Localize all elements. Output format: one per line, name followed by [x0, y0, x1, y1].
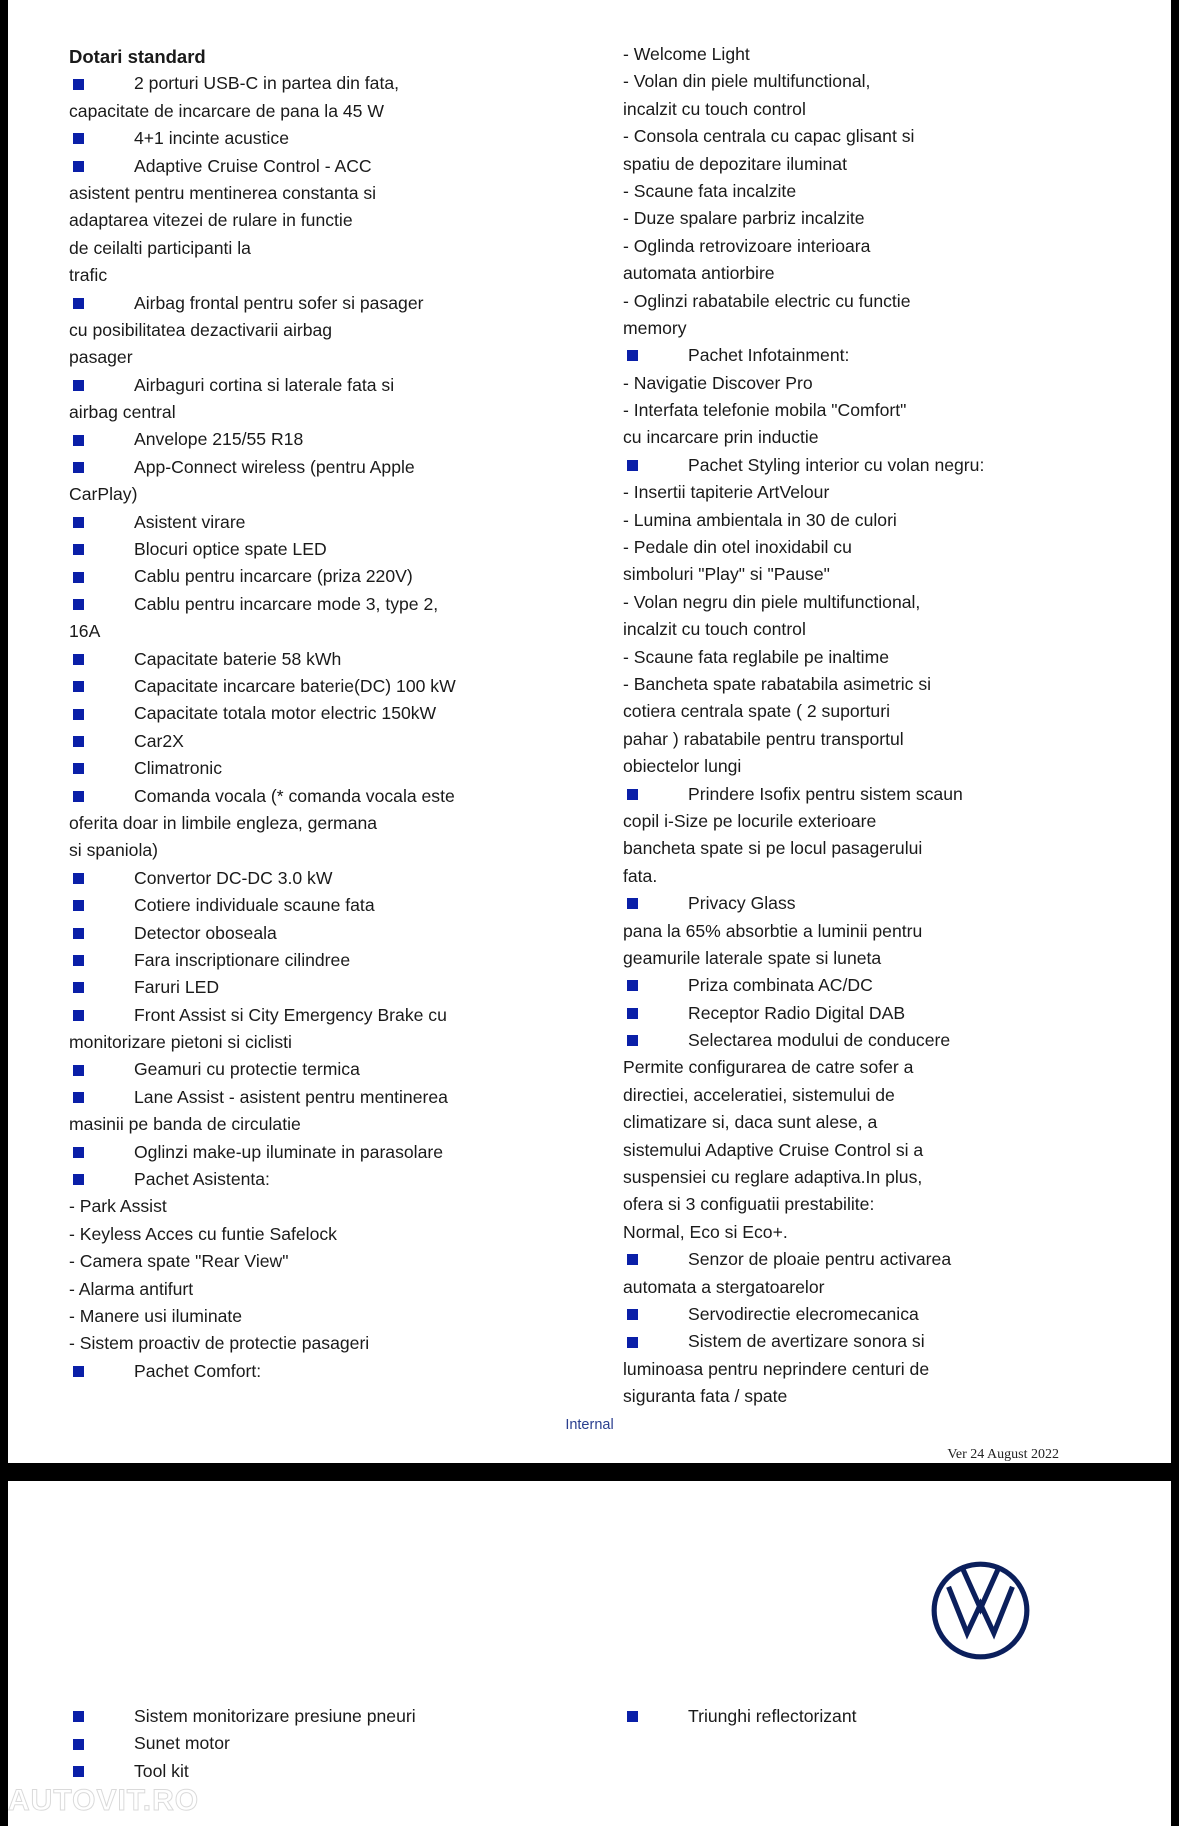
line-text: Car2X: [134, 730, 184, 751]
square-bullet-icon: [73, 681, 84, 692]
line-text: copil i-Size pe locurile exterioare: [623, 810, 877, 831]
line-text: Oglinzi make-up iluminate in parasolare: [134, 1141, 444, 1162]
text-line: [623, 534, 1143, 561]
line-text: Capacitate incarcare baterie(DC) 100 kW: [134, 675, 456, 696]
line-text: Prindere Isofix pentru sistem scaun: [688, 783, 963, 804]
line-text: Asistent virare: [134, 511, 246, 532]
bullet-item: [69, 892, 609, 919]
square-bullet-icon: [73, 791, 84, 802]
version-label: Ver 24 August 2022: [947, 1447, 1059, 1462]
line-text: automata a stergatoarelor: [623, 1276, 825, 1297]
bullet-item: [69, 70, 609, 97]
text-line: [69, 618, 609, 645]
square-bullet-icon: [627, 789, 638, 800]
bullet-item: [623, 1703, 857, 1730]
text-line: [623, 726, 1143, 753]
line-text: spatiu de depozitare iluminat: [623, 153, 847, 174]
text-line: [623, 260, 1143, 287]
text-line: [69, 837, 609, 864]
line-text: asistent pentru mentinerea constanta si: [69, 182, 377, 203]
line-text: - Oglinda retrovizoare interioara: [623, 235, 871, 256]
text-line: [623, 424, 1143, 451]
line-text: incalzit cu touch control: [623, 98, 806, 119]
text-line: [69, 235, 609, 262]
line-text: - Welcome Light: [623, 44, 750, 64]
line-text: - Scaune fata incalzite: [623, 180, 797, 201]
bullet-item: [69, 1139, 609, 1166]
line-text: - Volan din piele multifunctional,: [623, 71, 871, 92]
square-bullet-icon: [73, 654, 84, 665]
line-text: - Oglinzi rabatabile electric cu functie: [623, 290, 911, 311]
line-text: - Navigatie Discover Pro: [623, 372, 813, 393]
square-bullet-icon: [73, 763, 84, 774]
line-text: Pachet Asistenta:: [134, 1169, 270, 1190]
line-text: - Park Assist: [69, 1196, 167, 1217]
bullet-item: [623, 781, 1143, 808]
text-line: [69, 98, 609, 125]
bullet-item: [69, 426, 609, 453]
text-line: [69, 317, 609, 344]
bullet-item: [623, 1027, 1143, 1054]
square-bullet-icon: [73, 79, 84, 90]
square-bullet-icon: [73, 736, 84, 747]
text-line: [69, 1111, 609, 1138]
text-line: [623, 1383, 1143, 1410]
bullet-item: [69, 974, 609, 1001]
text-line: [69, 481, 609, 508]
line-text: pana la 65% absorbtie a luminii pentru: [623, 920, 923, 941]
line-text: Pachet Comfort:: [134, 1360, 262, 1381]
line-text: Sunet motor: [134, 1733, 230, 1754]
line-text: Lane Assist - asistent pentru mentinerea: [134, 1086, 448, 1107]
text-line: [623, 1054, 1143, 1081]
line-text: Blocuri optice spate LED: [134, 539, 327, 560]
line-text: Priza combinata AC/DC: [688, 975, 873, 996]
text-line: [623, 41, 1143, 68]
square-bullet-icon: [73, 1092, 84, 1103]
bullet-item: [69, 1166, 609, 1193]
text-line: [623, 1191, 1143, 1218]
line-text: - Keyless Acces cu funtie Safelock: [69, 1223, 337, 1244]
line-text: cu incarcare prin inductie: [623, 427, 819, 448]
page2-left-list: [69, 1703, 416, 1785]
bullet-item: [69, 153, 609, 180]
text-line: [623, 945, 1143, 972]
text-line: [69, 1221, 609, 1248]
bullet-item: [623, 342, 1143, 369]
text-line: [623, 671, 1143, 698]
bullet-item: [69, 509, 609, 536]
bullet-item: [69, 1358, 609, 1385]
text-line: [623, 507, 1143, 534]
square-bullet-icon: [73, 572, 84, 583]
line-text: Adaptive Cruise Control - ACC: [134, 155, 372, 176]
line-text: trafic: [69, 265, 108, 286]
text-line: [623, 205, 1143, 232]
document-page-1: [8, 0, 1171, 1463]
line-text: Airbaguri cortina si laterale fata si: [134, 374, 395, 395]
text-line: [623, 1274, 1143, 1301]
text-line: [623, 1082, 1143, 1109]
line-text: geamurile laterale spate si luneta: [623, 947, 882, 968]
line-text: automata antiorbire: [623, 263, 775, 284]
text-line: [69, 207, 609, 234]
left-feature-list: [69, 70, 609, 1385]
text-line: [623, 151, 1143, 178]
line-text: oferita doar in limbile engleza, germana: [69, 812, 378, 833]
bullet-item: [623, 1301, 1143, 1328]
text-line: [623, 397, 1143, 424]
bullet-item: [69, 1056, 609, 1083]
text-line: [69, 344, 609, 371]
square-bullet-icon: [627, 460, 638, 471]
text-line: [69, 810, 609, 837]
line-text: Cotiere individuale scaune fata: [134, 895, 375, 916]
line-text: pahar ) rabatabile pentru transportul: [623, 728, 904, 749]
bullet-item: [623, 452, 1143, 479]
square-bullet-icon: [73, 161, 84, 172]
line-text: luminoasa pentru neprindere centuri de: [623, 1358, 930, 1379]
text-line: [623, 863, 1143, 890]
square-bullet-icon: [73, 709, 84, 720]
line-text: incalzit cu touch control: [623, 619, 806, 640]
text-line: [623, 589, 1143, 616]
line-text: obiectelor lungi: [623, 756, 742, 777]
bullet-item: [69, 1730, 416, 1757]
text-line: [69, 180, 609, 207]
text-line: [69, 1303, 609, 1330]
line-text: Faruri LED: [134, 977, 220, 998]
text-line: [623, 616, 1143, 643]
line-text: Airbag frontal pentru sofer si pasager: [134, 292, 424, 313]
text-line: [623, 370, 1143, 397]
line-text: - Manere usi iluminate: [69, 1305, 243, 1326]
bullet-item: [69, 563, 609, 590]
square-bullet-icon: [73, 982, 84, 993]
line-text: - Sistem proactiv de protectie pasageri: [69, 1333, 370, 1354]
line-text: sistemului Adaptive Cruise Control si a: [623, 1139, 924, 1160]
line-text: - Consola centrala cu capac glisant si: [623, 126, 915, 147]
line-text: Receptor Radio Digital DAB: [688, 1002, 906, 1023]
line-text: Fara inscriptionare cilindree: [134, 949, 351, 970]
square-bullet-icon: [73, 928, 84, 939]
square-bullet-icon: [73, 1739, 84, 1750]
line-text: - Pedale din otel inoxidabil cu: [623, 537, 852, 558]
line-text: Sistem monitorizare presiune pneuri: [134, 1706, 416, 1726]
text-line: [69, 399, 609, 426]
bullet-item: [69, 1758, 416, 1785]
line-text: Climatronic: [134, 758, 222, 779]
bullet-item: [69, 700, 609, 727]
line-text: climatizare si, daca sunt alese, a: [623, 1112, 878, 1133]
line-text: Triunghi reflectorizant: [688, 1706, 857, 1726]
line-text: - Camera spate "Rear View": [69, 1251, 289, 1272]
line-text: - Interfata telefonie mobila "Comfort": [623, 400, 907, 421]
text-line: [623, 479, 1143, 506]
line-text: 2 porturi USB-C in partea din fata,: [134, 73, 400, 94]
text-line: [69, 1193, 609, 1220]
line-text: de ceilalti participanti la: [69, 237, 251, 258]
bullet-item: [69, 372, 609, 399]
line-text: - Alarma antifurt: [69, 1278, 194, 1299]
square-bullet-icon: [627, 1254, 638, 1265]
text-line: [623, 96, 1143, 123]
text-line: [623, 68, 1143, 95]
line-text: si spaniola): [69, 840, 158, 861]
square-bullet-icon: [73, 1766, 84, 1777]
bullet-item: [69, 646, 609, 673]
line-text: siguranta fata / spate: [623, 1386, 788, 1407]
bullet-item: [623, 1000, 1143, 1027]
line-text: pasager: [69, 347, 133, 368]
line-text: Senzor de ploaie pentru activarea: [688, 1249, 952, 1270]
square-bullet-icon: [73, 955, 84, 966]
bullet-item: [623, 890, 1143, 917]
line-text: Convertor DC-DC 3.0 kW: [134, 867, 333, 888]
line-text: simboluri "Play" si "Pause": [623, 564, 830, 585]
text-line: [69, 1248, 609, 1275]
square-bullet-icon: [73, 544, 84, 555]
square-bullet-icon: [627, 1337, 638, 1348]
line-text: Capacitate baterie 58 kWh: [134, 648, 342, 669]
line-text: Geamuri cu protectie termica: [134, 1059, 360, 1080]
line-text: 4+1 incinte acustice: [134, 128, 290, 149]
square-bullet-icon: [73, 873, 84, 884]
square-bullet-icon: [627, 1008, 638, 1019]
text-line: [69, 1276, 609, 1303]
line-text: memory: [623, 317, 687, 338]
square-bullet-icon: [627, 1035, 638, 1046]
bullet-item: [69, 290, 609, 317]
text-line: [623, 835, 1143, 862]
bullet-item: [69, 755, 609, 782]
line-text: Privacy Glass: [688, 893, 796, 914]
bullet-item: [69, 1703, 416, 1730]
line-text: - Lumina ambientala in 30 de culori: [623, 509, 897, 530]
bullet-item: [69, 454, 609, 481]
text-line: [623, 178, 1143, 205]
square-bullet-icon: [73, 1065, 84, 1076]
left-column: [69, 43, 609, 1385]
line-text: ofera si 3 configuatii prestabilite:: [623, 1194, 875, 1215]
bullet-item: [69, 591, 609, 618]
right-column: [623, 41, 1143, 1411]
line-text: - Duze spalare parbriz incalzite: [623, 208, 865, 229]
bullet-item: [69, 673, 609, 700]
line-text: Pachet Styling interior cu volan negru:: [688, 454, 985, 475]
bullet-item: [623, 1328, 1143, 1355]
square-bullet-icon: [73, 380, 84, 391]
document-page-2: [8, 1481, 1171, 1826]
square-bullet-icon: [73, 462, 84, 473]
square-bullet-icon: [73, 1010, 84, 1021]
square-bullet-icon: [627, 350, 638, 361]
line-text: masinii pe banda de circulatie: [69, 1114, 301, 1135]
line-text: Cablu pentru incarcare (priza 220V): [134, 566, 413, 587]
line-text: - Bancheta spate rabatabila asimetric si: [623, 673, 932, 694]
square-bullet-icon: [73, 599, 84, 610]
text-line: [623, 1219, 1143, 1246]
line-text: Tool kit: [134, 1760, 189, 1781]
line-text: monitorizare pietoni si ciclisti: [69, 1032, 292, 1053]
section-title: Dotari standard: [69, 46, 206, 67]
line-text: bancheta spate si pe locul pasagerului: [623, 838, 923, 859]
text-line: [69, 262, 609, 289]
text-line: [69, 1029, 609, 1056]
internal-label: Internal: [565, 1417, 614, 1433]
vw-logo-icon: [929, 1559, 1032, 1662]
page2-right-list: [623, 1703, 857, 1730]
text-line: [623, 698, 1143, 725]
bullet-item: [69, 865, 609, 892]
line-text: Front Assist si City Emergency Brake cu: [134, 1004, 447, 1025]
text-line: [623, 1137, 1143, 1164]
square-bullet-icon: [627, 1309, 638, 1320]
line-text: Pachet Infotainment:: [688, 345, 850, 366]
text-line: [623, 1164, 1143, 1191]
text-line: [623, 1109, 1143, 1136]
square-bullet-icon: [627, 980, 638, 991]
line-text: Sistem de avertizare sonora si: [688, 1331, 925, 1352]
line-text: cu posibilitatea dezactivarii airbag: [69, 319, 333, 340]
square-bullet-icon: [73, 1366, 84, 1377]
line-text: airbag central: [69, 402, 176, 423]
square-bullet-icon: [73, 1147, 84, 1158]
line-text: Capacitate totala motor electric 150kW: [134, 703, 437, 724]
text-line: [623, 1356, 1143, 1383]
line-text: 16A: [69, 621, 101, 642]
line-text: directiei, acceleratiei, sistemului de: [623, 1084, 895, 1105]
square-bullet-icon: [73, 1174, 84, 1185]
text-line: [623, 644, 1143, 671]
square-bullet-icon: [627, 1711, 638, 1722]
bullet-item: [69, 536, 609, 563]
square-bullet-icon: [73, 517, 84, 528]
line-text: adaptarea vitezei de rulare in functie: [69, 210, 353, 231]
square-bullet-icon: [73, 900, 84, 911]
line-text: App-Connect wireless (pentru Apple: [134, 456, 415, 477]
line-text: Servodirectie elecromecanica: [688, 1303, 919, 1324]
square-bullet-icon: [627, 898, 638, 909]
line-text: suspensiei cu reglare adaptiva.In plus,: [623, 1167, 923, 1188]
line-text: Detector oboseala: [134, 922, 277, 943]
bullet-item: [69, 947, 609, 974]
square-bullet-icon: [73, 133, 84, 144]
bullet-item: [69, 1002, 609, 1029]
line-text: Anvelope 215/55 R18: [134, 429, 304, 450]
right-feature-list: [623, 41, 1143, 1411]
square-bullet-icon: [73, 1711, 84, 1722]
line-text: Normal, Eco si Eco+.: [623, 1221, 788, 1242]
line-text: Selectarea modului de conducere: [688, 1030, 951, 1051]
watermark: AUTOVIT.RO: [8, 1784, 200, 1817]
bullet-item: [69, 728, 609, 755]
line-text: fata.: [623, 865, 658, 886]
line-text: - Scaune fata reglabile pe inaltime: [623, 646, 890, 667]
line-text: - Volan negru din piele multifunctional,: [623, 591, 921, 612]
line-text: Permite configurarea de catre sofer a: [623, 1057, 914, 1078]
text-line: [623, 561, 1143, 588]
bullet-item: [69, 783, 609, 810]
text-line: [623, 315, 1143, 342]
line-text: Cablu pentru incarcare mode 3, type 2,: [134, 593, 439, 614]
line-text: capacitate de incarcare de pana la 45 W: [69, 100, 384, 121]
text-line: [623, 753, 1143, 780]
square-bullet-icon: [73, 298, 84, 309]
line-text: cotiera centrala spate ( 2 suporturi: [623, 701, 890, 722]
text-line: [623, 288, 1143, 315]
bullet-item: [69, 1084, 609, 1111]
bullet-item: [69, 125, 609, 152]
line-text: - Insertii tapiterie ArtVelour: [623, 482, 830, 503]
text-line: [623, 233, 1143, 260]
bullet-item: [623, 972, 1143, 999]
bullet-item: [69, 920, 609, 947]
text-line: [623, 123, 1143, 150]
text-line: [623, 918, 1143, 945]
square-bullet-icon: [73, 435, 84, 446]
text-line: [623, 808, 1143, 835]
text-line: [69, 1330, 609, 1357]
line-text: CarPlay): [69, 484, 138, 505]
bullet-item: [623, 1246, 1143, 1273]
line-text: Comanda vocala (* comanda vocala este: [134, 785, 455, 806]
